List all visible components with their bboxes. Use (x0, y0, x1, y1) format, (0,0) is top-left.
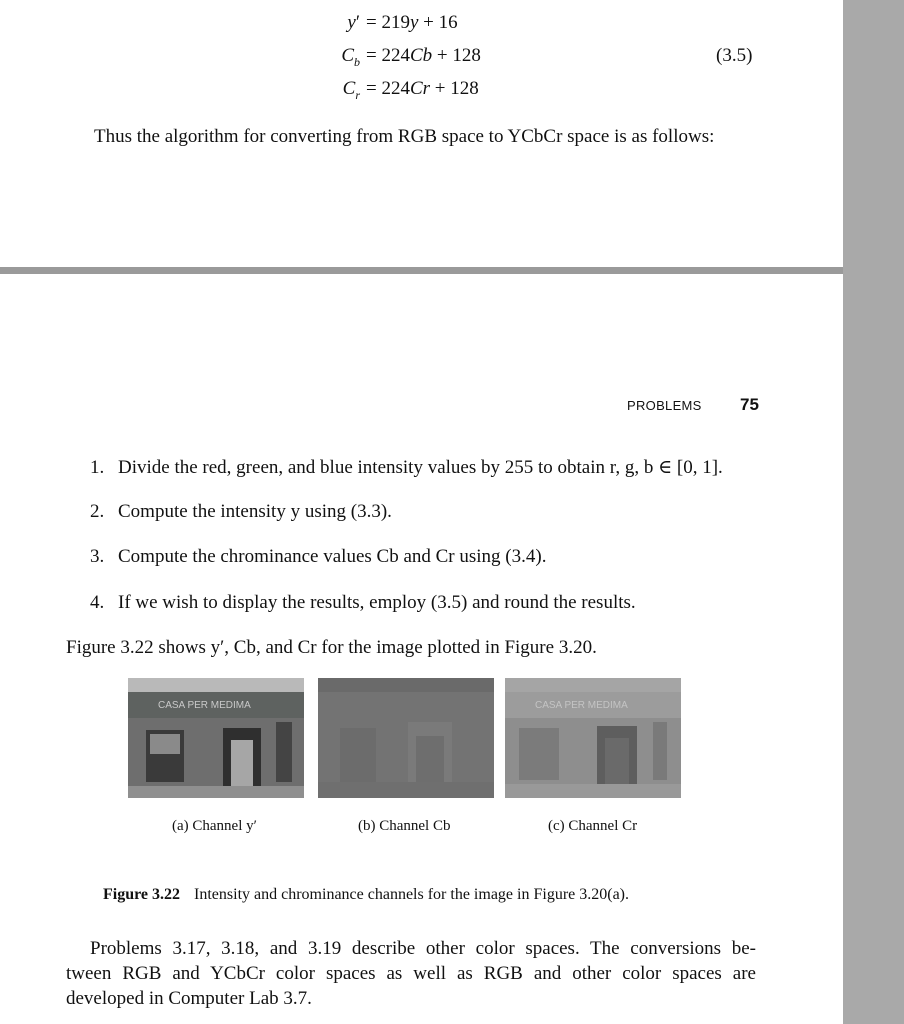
equation-lhs-1: y′ (347, 12, 360, 33)
step-1 (90, 456, 723, 479)
figure-label: Figure 3.22 (103, 886, 181, 903)
equation-rhs-2: = 224Cb + 128 (366, 45, 481, 66)
equation-lhs-2: $C_b$ (341, 45, 360, 69)
subcaption-c: (c) Channel Cr (548, 818, 638, 834)
step-4 (90, 592, 636, 614)
step-text: Compute the chrominance values Cb and Cr using (3.4). (118, 546, 547, 567)
figure-image-cr-channel (505, 678, 681, 798)
final-paragraph (66, 936, 756, 1011)
step-text: Compute the intensity y using (3.3). (118, 501, 392, 522)
sign-text: CASA PER MEDIMA (535, 700, 628, 711)
equation-number: (3.5) (716, 45, 753, 66)
subcaption-a: (a) Channel y′ (172, 818, 257, 834)
sign-text: CASA PER MEDIMA (158, 700, 251, 711)
equation-lhs-3: $C_r$ (342, 78, 360, 102)
intro-text: Thus the algorithm for converting from RGB space to YCbCr space is as follows: (94, 126, 715, 147)
equation-rhs-3: = 224Cr + 128 (366, 78, 479, 99)
step-text: Divide the red, green, and blue intensity values by 255 to obtain r, g, b ∈ [0, 1]. (118, 457, 723, 478)
figure-intro: Figure 3.22 shows y′, Cb, and Cr for the image plotted in Figure 3.20. (66, 637, 597, 658)
equation-rhs-1: = 219y + 16 (366, 12, 458, 33)
step-text: If we wish to display the results, employ (3.5) and round the results. (118, 592, 636, 613)
page-number: 75 (740, 395, 759, 414)
figure-caption-text: Intensity and chrominance channels for the image in Figure 3.20(a). (194, 886, 629, 903)
step-3 (90, 546, 546, 568)
step-2 (90, 501, 392, 523)
paragraph-line-2: tween RGB and YCbCr color spaces as well as RGB and other color spaces are (66, 963, 756, 984)
figure-image-cb-channel (318, 678, 494, 798)
step-number: 2. (90, 501, 105, 522)
step-number: 4. (90, 592, 105, 613)
running-head: PROBLEMS (627, 398, 702, 413)
page-break-divider (0, 267, 843, 274)
step-number: 1. (90, 457, 105, 478)
figure-caption (103, 886, 629, 904)
step-number: 3. (90, 546, 105, 567)
paragraph-line-3: developed in Computer Lab 3.7. (66, 988, 312, 1009)
subcaption-b: (b) Channel Cb (358, 818, 451, 834)
figure-image-y-channel (128, 678, 304, 798)
paragraph-line-1: Problems 3.17, 3.18, and 3.19 describe other color spaces. The conversions be- (90, 938, 756, 959)
scan-margin (843, 0, 904, 1024)
